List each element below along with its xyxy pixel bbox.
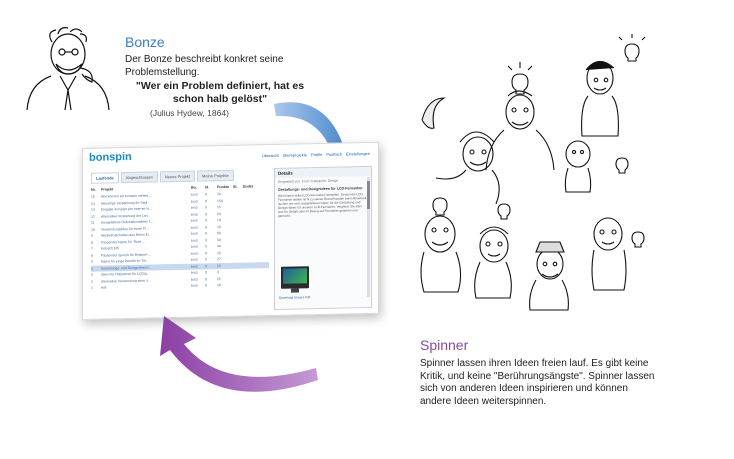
table-cell: 0 (205, 264, 207, 269)
table-cell: bm3 (191, 205, 198, 210)
table-cell: bm3 (191, 251, 198, 256)
details-title: Gestaltungs- und Designideen für LCD-Fernseher (278, 186, 363, 193)
bonze-illustration (18, 24, 118, 112)
table-cell: 5 (91, 260, 93, 265)
table-cell: 11 (91, 220, 95, 226)
tab[interactable]: Laufende (91, 172, 119, 184)
table-cell: 0 (205, 225, 207, 230)
table-cell: Name für junge Burelte im Tal... (101, 258, 149, 264)
bonze-title: Bonze (125, 34, 165, 50)
details-meta: Eingestellt von: bm3 / Kategorie: Design (278, 178, 339, 184)
table-cell: 40 (217, 244, 221, 249)
table-cell: bm3 (191, 231, 198, 236)
spinner-description: Spinner lassen ihren Ideen freien lauf. Es gibt keine Kritik, und keine "Berührungsängste". Spinner lassen sich von anderen Ideen inspirieren und können andere Ideen weiterspinnen. (420, 358, 655, 407)
download-link[interactable]: Download Unsere Pdf (279, 295, 311, 300)
table-cell: Kubisch Effi (101, 246, 119, 251)
table-cell: test (101, 285, 107, 290)
table-cell: 0 (205, 218, 207, 223)
nav-link[interactable]: Ideenprojekte (282, 152, 308, 158)
table-cell: Ideen für Plakatcher für LCDig... (101, 271, 150, 277)
column-header[interactable]: Nr. (91, 187, 96, 192)
table-cell: 2 (91, 279, 93, 284)
details-panel (274, 166, 372, 310)
column-header[interactable]: Bo. (191, 185, 197, 190)
table-cell: 14 (91, 201, 95, 206)
purple-arrow (148, 316, 328, 400)
column-header[interactable]: Projekt (101, 187, 114, 192)
table-cell: 13 (91, 207, 95, 213)
table-cell: 6 (91, 253, 93, 258)
nav-link[interactable]: Einstellungen (345, 150, 370, 157)
table-cell: 0 (205, 277, 207, 282)
table-cell: bm3 (191, 225, 198, 230)
table-cell: 9 (91, 234, 93, 239)
details-header: Details (275, 167, 371, 178)
table-cell: 10 (217, 224, 221, 229)
table-cell: bm3 (191, 212, 198, 217)
table-cell: Werbebotschaften aus Beton fü... (101, 232, 152, 238)
table-cell: bm3 (191, 199, 198, 204)
table-cell: 10 (217, 283, 221, 288)
column-header[interactable]: Endet (243, 184, 253, 189)
table-cell: 25 (217, 276, 221, 281)
table-cell: bm3 (191, 244, 198, 249)
table-cell: 0 (205, 251, 207, 256)
lcd-monitor-image (281, 266, 309, 289)
table-cell: Eingabe-Konzept per Internet m... (101, 206, 152, 212)
table-cell: 20 (217, 211, 221, 216)
table-cell: bm3 (191, 277, 198, 282)
tab[interactable]: Meine Projekte (197, 170, 234, 182)
details-body: Wir können selbst LCD-Fernseher herstellen. Derzeit die LCD-Fernseher stellen nicht zu seinen Brand-Kunden beim Abverkauf, suchen wir nach ausgefallenen Ideen für die Gestaltung und Design-Ideen für unseren LCD-Fernseher. Vergleich Sie alles was Ihr Gefallt oder im Bezug auf Fernseher gesehen und gemacht. (278, 192, 368, 219)
table-cell: 10 (217, 250, 221, 255)
table-cell: 25 (217, 263, 221, 268)
table-cell: 0 (205, 199, 207, 204)
table-cell: 0 (205, 231, 207, 236)
table-cell: Neuartige Verpackung für Segl... (101, 200, 151, 206)
table-cell: Wie können wir bonspin verbes... (101, 193, 151, 199)
table-cell: 27 (217, 257, 221, 262)
table-cell: 10 (91, 227, 95, 232)
table-cell: bm3 (191, 270, 198, 275)
table-cell: 20 (217, 192, 221, 197)
bonspin-logo: bonspin (89, 150, 132, 164)
bonze-quote: "Wer ein Problem definiert, hat es schon halb gelöst" (135, 80, 305, 105)
table-cell: 150 (217, 198, 223, 203)
column-header[interactable]: St. (233, 184, 238, 189)
table-cell: 3 (91, 273, 93, 278)
app-screenshot (82, 142, 379, 320)
column-header[interactable]: Punkte (217, 184, 229, 190)
table-cell: 12 (91, 214, 95, 219)
nav-link[interactable]: Postfach (326, 151, 342, 157)
table-cell: bm3 (191, 257, 198, 262)
table-cell: bm3 (191, 192, 198, 197)
table-cell: 50 (217, 237, 221, 242)
table-cell: 7 (91, 247, 93, 252)
table-cell: 0 (205, 212, 207, 217)
bonze-description: Der Bonze beschreibt konkret seine Problemstellung. (125, 54, 284, 78)
column-header[interactable]: Id. (205, 185, 210, 190)
table-cell: 8 (91, 240, 93, 245)
monitor-stand (291, 288, 299, 292)
table-cell: 10 (217, 218, 221, 223)
table-cell: Alternative Verwendung einer s... (101, 278, 151, 284)
table-cell: bm3 (191, 283, 198, 288)
table-cell: 15 (217, 205, 221, 210)
top-nav (258, 151, 370, 158)
details-scrollbar-thumb[interactable] (367, 181, 370, 209)
table-cell: Alternative Verwertung der Lan... (101, 213, 151, 219)
project-table (91, 182, 269, 291)
bonze-attribution: (Julius Hydew, 1864) (150, 108, 229, 118)
nav-link[interactable]: Profile (311, 151, 323, 158)
nav-link[interactable]: Übersicht (261, 152, 279, 159)
table-cell: 0 (205, 192, 207, 197)
table-cell: bm3 (191, 218, 198, 223)
table-cell: 1 (91, 286, 93, 291)
table-cell: 15 (91, 194, 95, 200)
table-cell: Passender Spruch für Beispiel-... (101, 252, 151, 258)
table-cell: 0 (205, 244, 207, 249)
table-cell: 3 (217, 270, 219, 275)
table-cell: 60 (217, 231, 221, 236)
table-cell: bm3 (191, 264, 198, 269)
table-cell: 0 (205, 283, 207, 288)
spinner-title: Spinner (420, 337, 469, 353)
table-cell: bm3 (191, 238, 198, 243)
tab[interactable]: Abgeschlossen (121, 171, 158, 183)
table-cell: Gestaltungs- und Designideen f... (101, 265, 152, 271)
table-cell: Passender Name für "Bute ... (101, 239, 145, 245)
table-cell: 0 (205, 205, 207, 210)
table-cell: Verwendungsidee für einen Fl... (101, 226, 149, 232)
tab[interactable]: Neues Projekt (160, 171, 195, 183)
table-cell: 0 (205, 270, 207, 275)
spinners-illustration (408, 34, 668, 324)
table-cell: Ausgefallene Dekorationsideen f... (101, 219, 153, 225)
table-cell: 4 (91, 266, 93, 271)
table-cell: 0 (205, 257, 207, 262)
project-tabs (91, 170, 234, 184)
table-cell: 0 (205, 238, 207, 243)
